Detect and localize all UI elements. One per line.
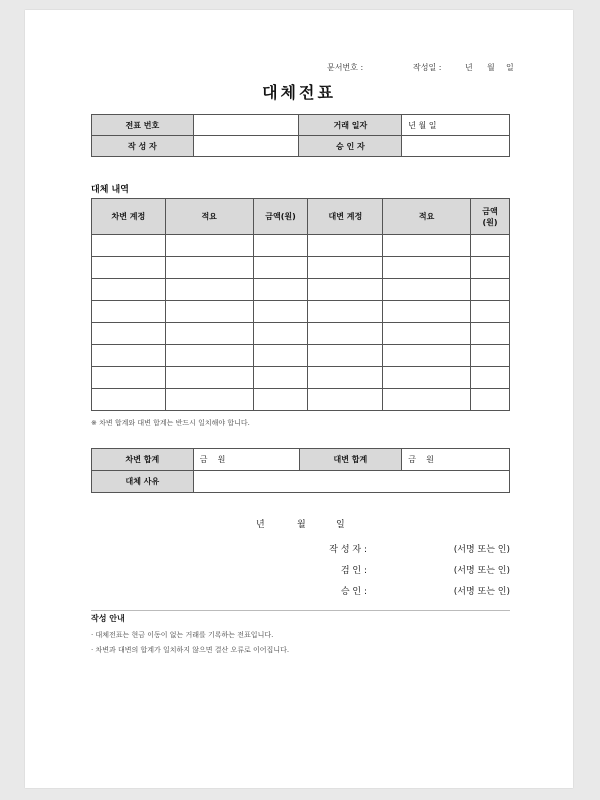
doc-number-label: 문서번호 : <box>327 63 364 72</box>
details-section-title: 대체 내역 <box>91 185 129 195</box>
credit-amount-cell[interactable] <box>471 323 510 345</box>
debit-amount-cell[interactable] <box>253 257 308 279</box>
debit-total-field[interactable]: 금 원 <box>193 449 299 471</box>
table-row <box>92 235 510 257</box>
guide-divider <box>91 610 510 611</box>
sign-writer-seal[interactable]: (서명 또는 인) <box>453 545 510 555</box>
sign-writer-label: 작 성 자 : <box>329 545 367 555</box>
guide-title: 작성 안내 <box>91 614 125 623</box>
debit-account-cell[interactable] <box>92 235 166 257</box>
credit-account-cell[interactable] <box>308 279 383 301</box>
header-year: 년 <box>465 63 473 72</box>
debit-account-cell[interactable] <box>92 367 166 389</box>
header-month: 월 <box>487 63 495 72</box>
col-debit-summary: 적요 <box>165 199 253 235</box>
approver-field[interactable] <box>402 136 510 157</box>
trade-date-field[interactable]: 년 월 일 <box>402 115 510 136</box>
sign-day: 일 <box>336 520 345 530</box>
debit-amount-cell[interactable] <box>253 301 308 323</box>
debit-account-cell[interactable] <box>92 345 166 367</box>
debit-summary-cell[interactable] <box>165 367 253 389</box>
balance-note: ※ 차변 합계와 대변 합계는 반드시 일치해야 합니다. <box>91 419 250 427</box>
sign-inspector-seal[interactable]: (서명 또는 인) <box>453 566 510 576</box>
debit-account-cell[interactable] <box>92 389 166 411</box>
sign-year: 년 <box>256 520 265 530</box>
credit-summary-cell[interactable] <box>383 279 471 301</box>
credit-summary-cell[interactable] <box>383 301 471 323</box>
debit-amount-cell[interactable] <box>253 389 308 411</box>
debit-summary-cell[interactable] <box>165 235 253 257</box>
reason-field[interactable] <box>193 471 509 493</box>
sign-approver-seal[interactable]: (서명 또는 인) <box>453 587 510 597</box>
credit-summary-cell[interactable] <box>383 323 471 345</box>
slip-number-label: 전표 번호 <box>92 115 194 136</box>
debit-amount-cell[interactable] <box>253 279 308 301</box>
page-title: 대체전표 <box>262 83 336 102</box>
debit-summary-cell[interactable] <box>165 389 253 411</box>
sign-approver-label: 승 인 : <box>340 587 367 597</box>
credit-summary-cell[interactable] <box>383 367 471 389</box>
debit-amount-cell[interactable] <box>253 323 308 345</box>
credit-amount-cell[interactable] <box>471 301 510 323</box>
reason-label: 대체 사유 <box>92 471 194 493</box>
credit-account-cell[interactable] <box>308 301 383 323</box>
col-credit-summary: 적요 <box>383 199 471 235</box>
trade-date-label: 거래 일자 <box>299 115 402 136</box>
credit-summary-cell[interactable] <box>383 235 471 257</box>
table-row <box>92 389 510 411</box>
credit-account-cell[interactable] <box>308 345 383 367</box>
credit-amount-cell[interactable] <box>471 257 510 279</box>
col-debit-account: 차변 계정 <box>92 199 166 235</box>
info-table <box>91 114 510 157</box>
col-debit-amount: 금액(원) <box>253 199 308 235</box>
debit-summary-cell[interactable] <box>165 279 253 301</box>
credit-amount-cell[interactable] <box>471 389 510 411</box>
credit-summary-cell[interactable] <box>383 389 471 411</box>
approver-label: 승 인 자 <box>299 136 402 157</box>
totals-table <box>91 448 510 493</box>
credit-amount-cell[interactable] <box>471 279 510 301</box>
credit-account-cell[interactable] <box>308 235 383 257</box>
debit-summary-cell[interactable] <box>165 301 253 323</box>
col-credit-account: 대변 계정 <box>308 199 383 235</box>
table-row <box>92 367 510 389</box>
credit-summary-cell[interactable] <box>383 257 471 279</box>
writer-field[interactable] <box>193 136 299 157</box>
header-day: 일 <box>506 63 514 72</box>
table-row <box>92 323 510 345</box>
credit-account-cell[interactable] <box>308 367 383 389</box>
debit-summary-cell[interactable] <box>165 323 253 345</box>
col-credit-amount: 금액 (원) <box>471 199 510 235</box>
details-table <box>91 198 510 411</box>
credit-amount-cell[interactable] <box>471 367 510 389</box>
sign-inspector-label: 검 인 : <box>340 566 367 576</box>
credit-summary-cell[interactable] <box>383 345 471 367</box>
written-date-label: 작성일 : <box>413 63 442 72</box>
debit-total-label: 차변 합계 <box>92 449 194 471</box>
guide-item: · 차변과 대변의 합계가 일치하지 않으면 결산 오류로 이어집니다. <box>91 646 290 654</box>
credit-account-cell[interactable] <box>308 389 383 411</box>
credit-total-field[interactable]: 금 원 <box>402 449 510 471</box>
writer-label: 작 성 자 <box>92 136 194 157</box>
debit-summary-cell[interactable] <box>165 257 253 279</box>
credit-amount-cell[interactable] <box>471 235 510 257</box>
debit-account-cell[interactable] <box>92 301 166 323</box>
sign-month: 월 <box>297 520 306 530</box>
credit-amount-cell[interactable] <box>471 345 510 367</box>
slip-number-field[interactable] <box>193 115 299 136</box>
guide-item: · 대체전표는 현금 이동이 없는 거래를 기록하는 전표입니다. <box>91 631 274 639</box>
debit-account-cell[interactable] <box>92 257 166 279</box>
debit-account-cell[interactable] <box>92 279 166 301</box>
table-row <box>92 301 510 323</box>
credit-account-cell[interactable] <box>308 257 383 279</box>
debit-summary-cell[interactable] <box>165 345 253 367</box>
document-page <box>25 10 573 788</box>
credit-total-label: 대변 합계 <box>299 449 402 471</box>
debit-amount-cell[interactable] <box>253 345 308 367</box>
table-row <box>92 279 510 301</box>
debit-account-cell[interactable] <box>92 323 166 345</box>
credit-account-cell[interactable] <box>308 323 383 345</box>
debit-amount-cell[interactable] <box>253 367 308 389</box>
table-row <box>92 257 510 279</box>
table-row <box>92 345 510 367</box>
debit-amount-cell[interactable] <box>253 235 308 257</box>
